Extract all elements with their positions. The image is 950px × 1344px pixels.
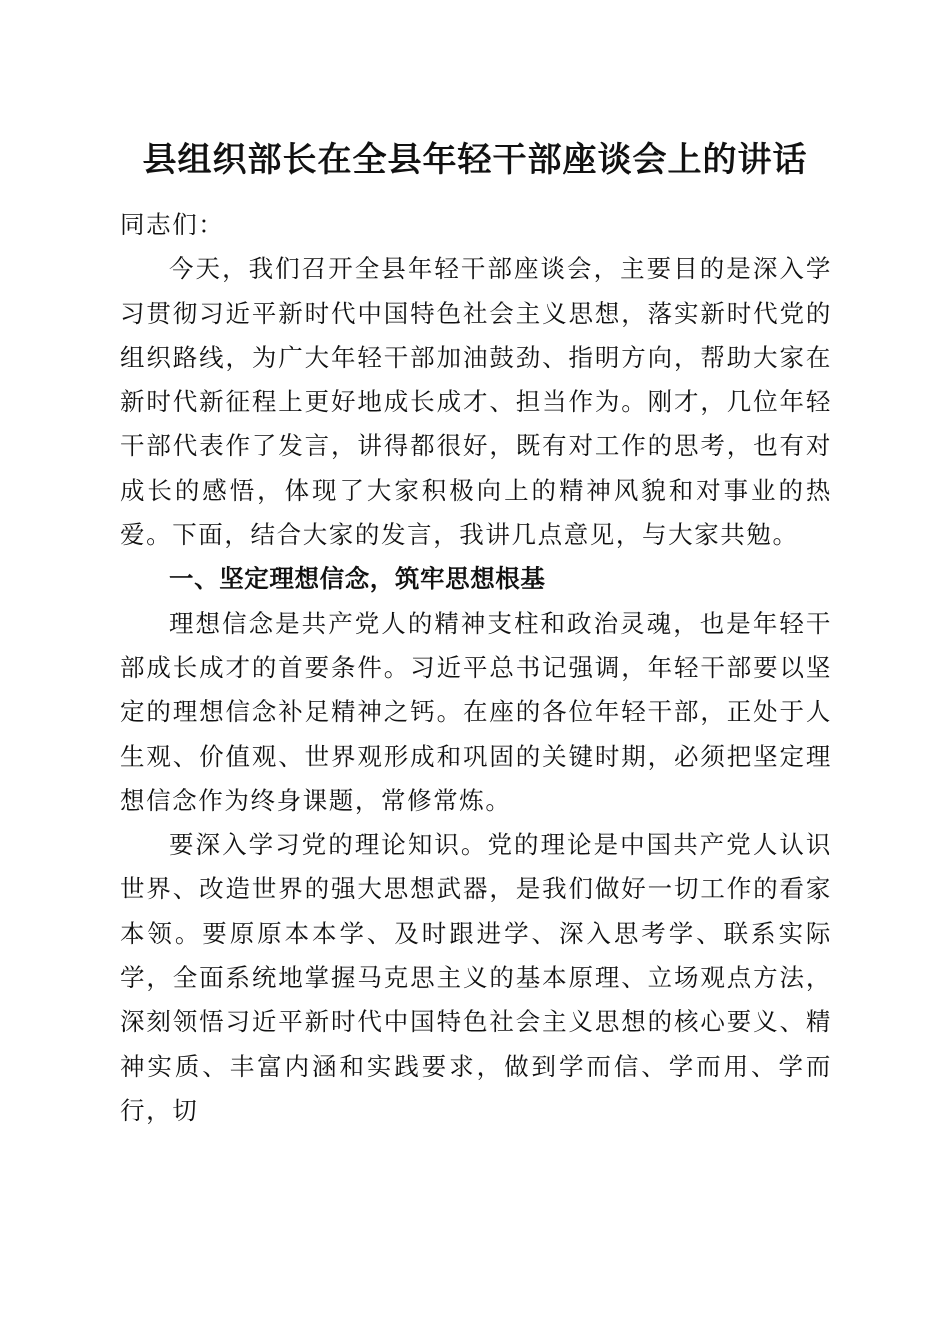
section-paragraph-1: 理想信念是共产党人的精神支柱和政治灵魂，也是年轻干部成长成才的首要条件。习近平总书记强调，年轻干部要以坚定的理想信念补足精神之钙。在座的各位年轻干部，正处于人生观、价值观、世界观形成和巩固的关键时期，必须把坚定理想信念作为终身课题，常修常炼。 bbox=[120, 608, 832, 815]
intro-paragraph: 今天，我们召开全县年轻干部座谈会，主要目的是深入学习贯彻习近平新时代中国特色社会主义思想，落实新时代党的组织路线，为广大年轻干部加油鼓劲、指明方向，帮助大家在新时代新征程上更好地成长成才、担当作为。刚才，几位年轻干部代表作了发言，讲得都很好，既有对工作的思考，也有对成长的感悟，体现了大家积极向上的精神风貌和对事业的热爱。下面，结合大家的发言，我讲几点意见，与大家共勉。 bbox=[120, 254, 832, 550]
section-paragraph-2: 要深入学习党的理论知识。党的理论是中国共产党人认识世界、改造世界的强大思想武器，是我们做好一切工作的看家本领。要原原本本学、及时跟进学、深入思考学、联系实际学，全面系统地掌握马克思主义的基本原理、立场观点方法，深刻领悟习近平新时代中国特色社会主义思想的核心要义、精神实质、丰富内涵和实践要求，做到学而信、学而用、学而行，切 bbox=[120, 830, 832, 1125]
salutation: 同志们： bbox=[120, 210, 225, 239]
document-title: 县组织部长在全县年轻干部座谈会上的讲话 bbox=[142, 140, 808, 180]
document-body bbox=[120, 203, 832, 1133]
section-heading: 一、坚定理想信念，筑牢思想根基 bbox=[169, 564, 546, 594]
